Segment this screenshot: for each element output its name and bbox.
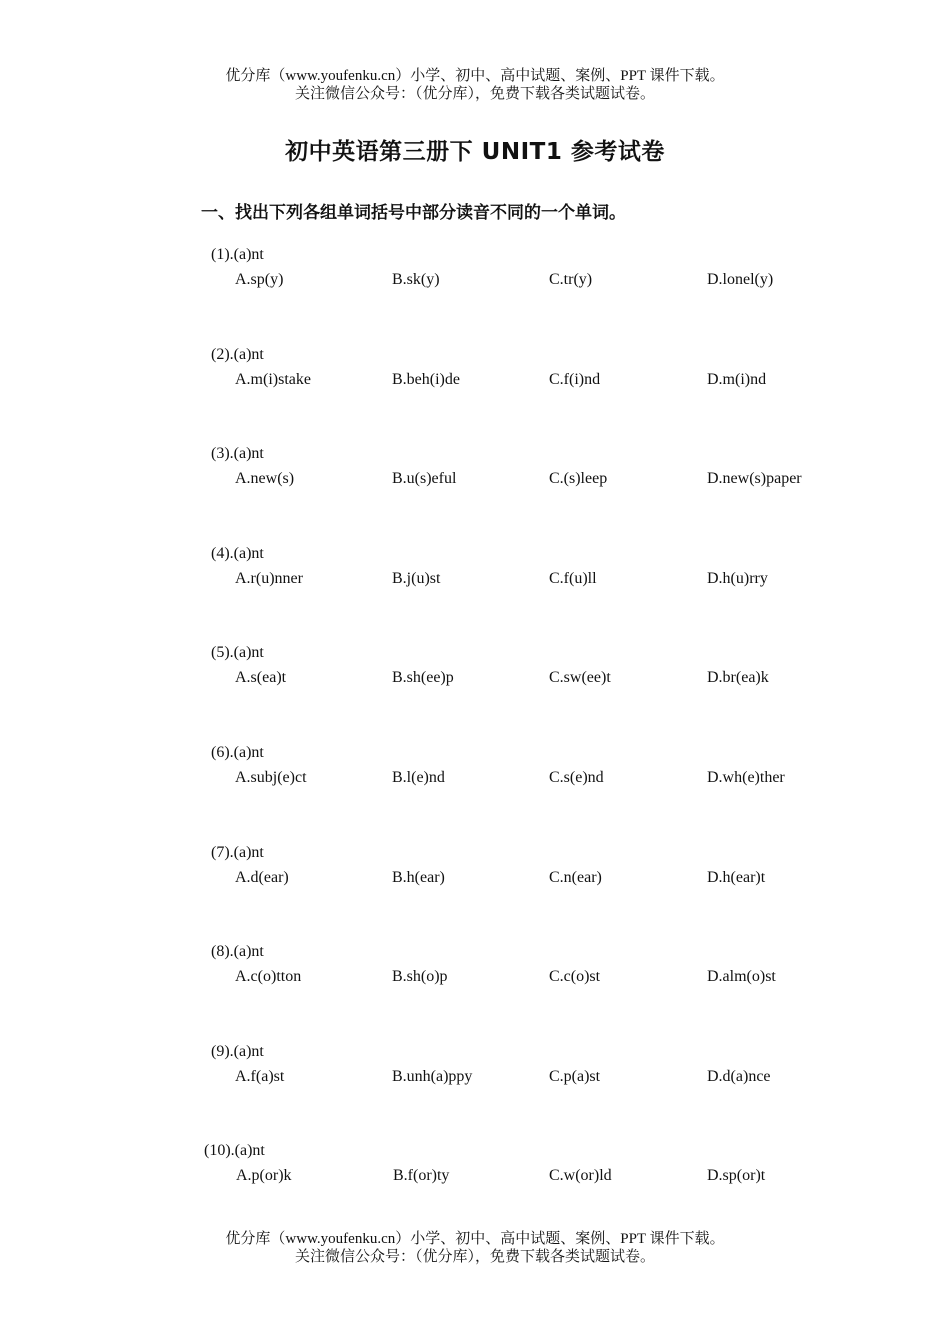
answer-option-a: A.new(s)	[235, 470, 295, 488]
question-item	[0, 1142, 950, 1242]
answer-option-c: C.f(u)ll	[549, 569, 597, 587]
question-item	[0, 844, 950, 944]
answer-option-a: A.c(o)tton	[235, 968, 302, 986]
question-number: (8).(a)nt	[211, 943, 264, 961]
answer-option-a: A.f(a)st	[235, 1067, 285, 1085]
answer-option-c: C.p(a)st	[549, 1067, 601, 1085]
question-number: (4).(a)nt	[211, 544, 264, 562]
answer-option-a: A.r(u)nner	[235, 569, 303, 587]
answer-option-b: B.u(s)eful	[392, 470, 457, 488]
question-item	[0, 346, 950, 446]
answer-option-b: B.f(or)ty	[393, 1167, 450, 1185]
answer-option-d: D.h(u)rry	[707, 569, 768, 587]
page-footer	[0, 1230, 950, 1266]
header-line-1: 优分库（www.youfenku.cn）小学、初中、高中试题、案例、PPT 课件下载。	[225, 68, 725, 84]
question-item	[0, 246, 950, 346]
question-number: (10).(a)nt	[204, 1142, 265, 1160]
answer-option-a: A.s(ea)t	[235, 669, 287, 687]
question-item	[0, 445, 950, 545]
question-item	[0, 1043, 950, 1143]
answer-option-c: C.s(e)nd	[549, 768, 604, 786]
question-list	[0, 246, 950, 1242]
answer-option-d: D.m(i)nd	[707, 370, 767, 388]
question-number: (9).(a)nt	[211, 1042, 264, 1060]
answer-option-c: C.n(ear)	[549, 868, 602, 886]
footer-line-1: 优分库（www.youfenku.cn）小学、初中、高中试题、案例、PPT 课件下载。	[225, 1231, 725, 1247]
page-header	[0, 67, 950, 103]
answer-option-b: B.beh(i)de	[392, 370, 460, 388]
question-number: (3).(a)nt	[211, 445, 264, 463]
answer-option-c: C.(s)leep	[549, 470, 608, 488]
answer-option-c: C.w(or)ld	[549, 1167, 612, 1185]
answer-option-d: D.new(s)paper	[707, 470, 802, 488]
question-number: (7).(a)nt	[211, 843, 264, 861]
answer-option-c: C.c(o)st	[549, 968, 601, 986]
question-number: (1).(a)nt	[211, 246, 264, 263]
answer-option-a: A.p(or)k	[236, 1167, 292, 1185]
answer-option-b: B.unh(a)ppy	[392, 1067, 473, 1085]
answer-option-c: C.sw(ee)t	[549, 669, 611, 687]
answer-option-a: A.subj(e)ct	[235, 768, 307, 786]
question-number: (2).(a)nt	[211, 345, 264, 363]
answer-option-c: C.f(i)nd	[549, 370, 601, 388]
answer-option-b: B.sh(ee)p	[392, 669, 454, 687]
answer-option-a: A.m(i)stake	[235, 370, 311, 388]
question-number: (6).(a)nt	[211, 743, 264, 761]
question-item	[0, 943, 950, 1043]
answer-option-a: A.sp(y)	[235, 271, 284, 288]
answer-option-a: A.d(ear)	[235, 868, 289, 886]
answer-option-b: B.sh(o)p	[392, 968, 448, 986]
answer-option-b: B.h(ear)	[392, 868, 445, 886]
section-heading: 一、找出下列各组单词括号中部分读音不同的一个单词。	[201, 203, 626, 223]
answer-option-b: B.l(e)nd	[392, 768, 445, 786]
answer-option-d: D.wh(e)ther	[707, 768, 785, 786]
answer-option-d: D.alm(o)st	[707, 968, 776, 986]
answer-option-b: B.j(u)st	[392, 569, 441, 587]
answer-option-d: D.d(a)nce	[707, 1067, 771, 1085]
footer-line-2: 关注微信公众号：（优分库），免费下载各类试题试卷。	[294, 1249, 655, 1265]
question-item	[0, 744, 950, 844]
answer-option-d: D.br(ea)k	[707, 669, 769, 687]
answer-option-d: D.sp(or)t	[707, 1167, 766, 1185]
document-title: 初中英语第三册下 UNIT1 参考试卷	[285, 139, 665, 165]
answer-option-d: D.lonel(y)	[707, 271, 774, 288]
question-item	[0, 545, 950, 645]
question-item	[0, 644, 950, 744]
question-number: (5).(a)nt	[211, 644, 264, 662]
answer-option-b: B.sk(y)	[392, 271, 440, 288]
answer-option-c: C.tr(y)	[549, 271, 593, 288]
header-line-2: 关注微信公众号：（优分库），免费下载各类试题试卷。	[294, 86, 655, 102]
answer-option-d: D.h(ear)t	[707, 868, 766, 886]
